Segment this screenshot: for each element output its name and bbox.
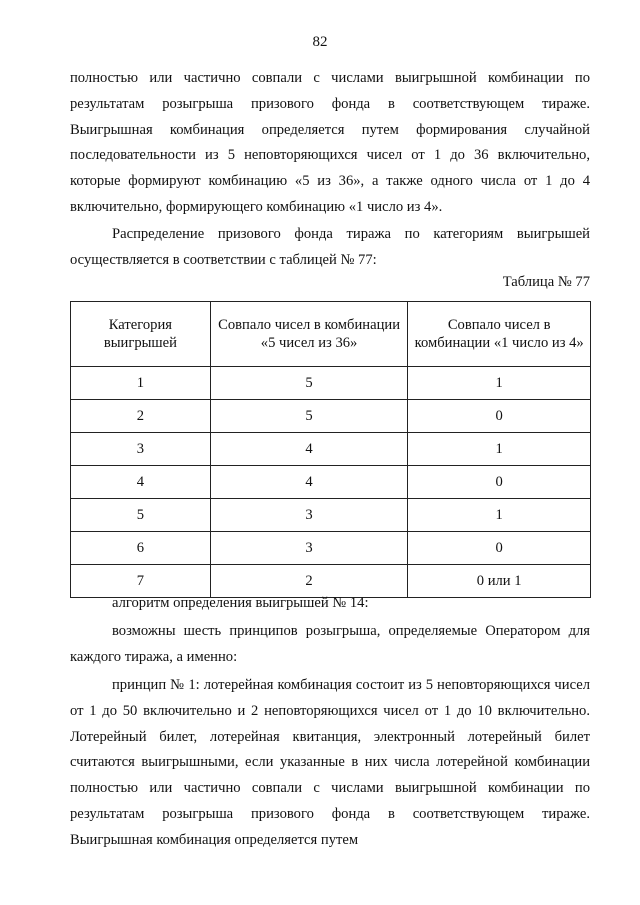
cell-matches-1-of-4: 0 [408, 400, 591, 433]
paragraph-prize-distribution: Распределение призового фонда тиража по категориям выигрышей осуществляется в соответствии с таблицей № 77: [70, 226, 590, 268]
table-caption: Таблица № 77 [502, 274, 590, 290]
table-row [71, 367, 591, 400]
cell-category: 5 [71, 499, 211, 532]
cell-matches-5-of-36: 5 [210, 400, 408, 433]
paragraph-winning-combination: полностью или частично совпали с числами выигрышной комбинации по результатам розыгрыша призового фонда в соответствующем тираже. Выигрышная комбинация определяется путем формирования случайной последовательности из 5 неповторяющихся чисел от 1 до 36 включительно, которые формируют комбинацию «5 из 36», а также одного числа от 1 до 4 включительно, формирующего комбинацию «1 число из 4». [70, 70, 590, 215]
table-header-row [71, 302, 591, 367]
table-row [71, 400, 591, 433]
cell-matches-5-of-36: 3 [210, 499, 408, 532]
cell-category: 7 [71, 565, 211, 598]
cell-matches-5-of-36: 5 [210, 367, 408, 400]
paragraph-principle-1: принцип № 1: лотерейная комбинация состоит из 5 неповторяющихся чисел от 1 до 50 включительно и 2 неповторяющихся чисел от 1 до 10 включительно. Лотерейный билет, лотерейная квитанция, электронный лотерейный билет считаются выигрышными, если указанные в них числа лотерейной комбинации полностью или частично совпали с числами выигрышной комбинации по результатам розыгрыша призового фонда в соответствующем тираже. Выигрышная комбинация определяется путем [70, 677, 590, 848]
paragraph-algorithm-14: алгоритм определения выигрышей № 14: [112, 595, 369, 611]
page-number: 82 [312, 34, 328, 50]
cell-matches-1-of-4: 0 [408, 532, 591, 565]
prize-category-table [70, 301, 591, 598]
table-row [71, 466, 591, 499]
cell-matches-1-of-4: 1 [408, 367, 591, 400]
header-matches-5-of-36: Совпало чисел в комбинации «5 чисел из 36» [210, 302, 408, 367]
cell-matches-1-of-4: 0 [408, 466, 591, 499]
header-category: Категория выигрышей [71, 302, 211, 367]
cell-matches-1-of-4: 0 или 1 [408, 565, 591, 598]
cell-matches-1-of-4: 1 [408, 499, 591, 532]
cell-matches-1-of-4: 1 [408, 433, 591, 466]
cell-category: 2 [71, 400, 211, 433]
header-matches-1-of-4: Совпало чисел в комбинации «1 число из 4» [408, 302, 591, 367]
cell-category: 6 [71, 532, 211, 565]
table-row [71, 532, 591, 565]
table-row [71, 499, 591, 532]
cell-category: 1 [71, 367, 211, 400]
paragraph-six-principles: возможны шесть принципов розыгрыша, определяемые Оператором для каждого тиража, а именно: [70, 623, 590, 665]
cell-matches-5-of-36: 4 [210, 466, 408, 499]
cell-category: 4 [71, 466, 211, 499]
cell-matches-5-of-36: 3 [210, 532, 408, 565]
cell-matches-5-of-36: 4 [210, 433, 408, 466]
cell-matches-5-of-36: 2 [210, 565, 408, 598]
table-row [71, 433, 591, 466]
cell-category: 3 [71, 433, 211, 466]
